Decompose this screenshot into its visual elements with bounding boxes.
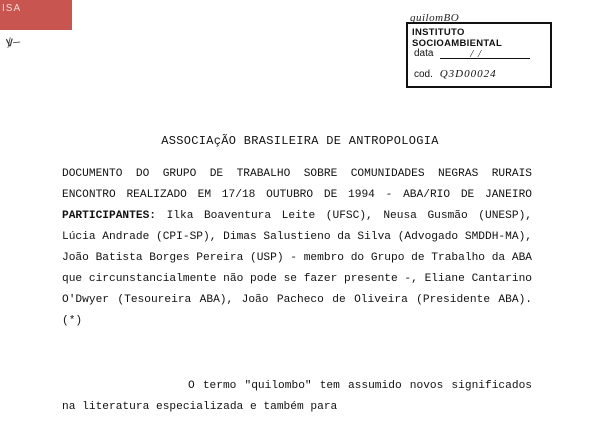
- logo-text: ISA: [2, 3, 22, 14]
- stamp-date-label: data: [414, 48, 434, 59]
- stamp-code-value: Q3D00024: [439, 68, 497, 80]
- archive-stamp: [406, 22, 552, 88]
- stamp-code-label: cod.: [414, 69, 433, 80]
- body-paragraph: O termo "quilombo" tem assumido novos significados na literatura especializada e também para: [62, 380, 532, 413]
- stamp-date-line: [440, 48, 530, 59]
- intro-paragraph: [62, 164, 532, 332]
- isa-logo: [0, 0, 72, 30]
- meeting-info-line: ENCONTRO REALIZADO EM 17/18 OUTUBRO DE 1994 - ABA/RIO DE JANEIRO: [62, 189, 532, 201]
- participants-label: PARTICIPANTES:: [62, 210, 156, 222]
- handwritten-corner-mark: ꝟ–: [5, 34, 21, 51]
- stamp-date-row: [414, 48, 530, 59]
- stamp-code-row: [414, 68, 497, 80]
- document-heading: ASSOCIAçÃO BRASILEIRA DE ANTROPOLOGIA: [161, 134, 439, 148]
- participants-text: Ilka Boaventura Leite (UFSC), Neusa Gusmão (UNESP), Lúcia Andrade (CPI-SP), Dimas Salustieno da Silva (Advogado SMDDH-MA), João Batista Borges Pereira (USP) - membro do Grupo de Trabalho da ABA que circunstancialmente não pode se fazer presente -, Eliane Cantarino O'Dwyer (Tesoureira ABA), João Pacheco de Oliveira (Presidente ABA).(*): [62, 210, 532, 327]
- document-title-line: DOCUMENTO DO GRUPO DE TRABALHO SOBRE COMUNIDADES NEGRAS RURAIS: [62, 168, 532, 180]
- stamp-title: INSTITUTO SOCIOAMBIENTAL: [412, 27, 503, 49]
- stamp-date-value: / /: [470, 48, 483, 60]
- handwritten-label: quilomBO: [410, 12, 460, 24]
